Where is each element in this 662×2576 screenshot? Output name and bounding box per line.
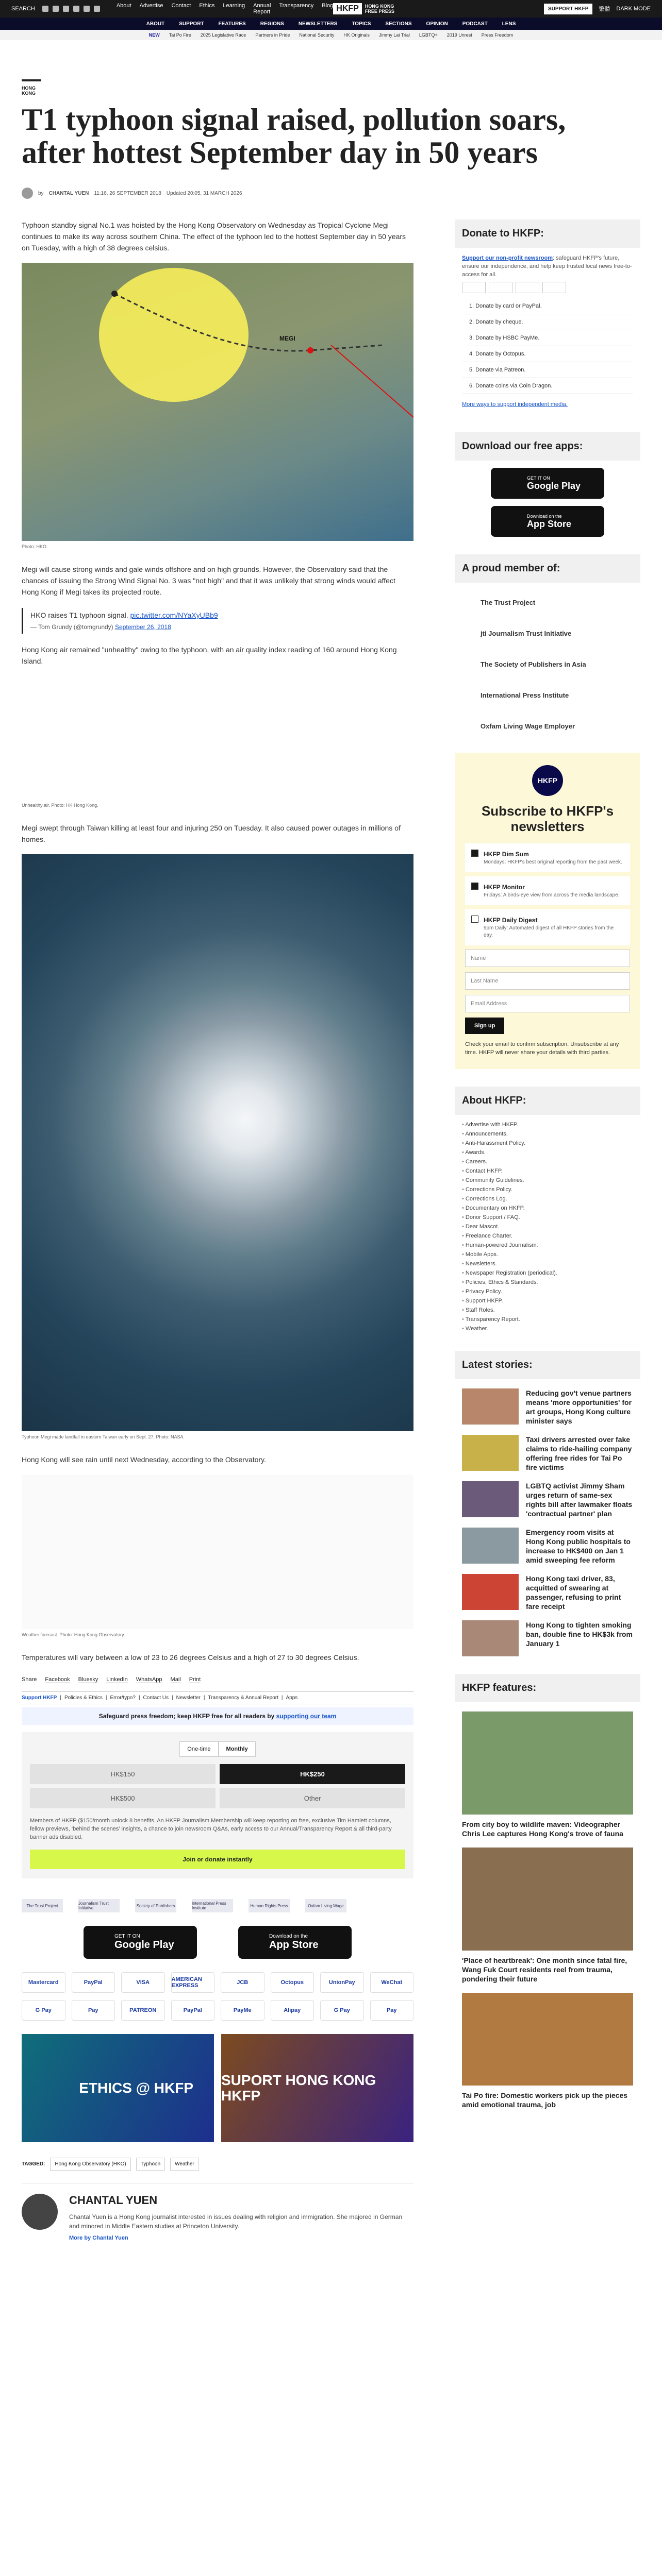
gpay-icon[interactable]: G Pay <box>320 2000 364 2021</box>
story-item[interactable]: Reducing gov't venue partners means 'more opportunities' for art groups, Hong Kong culture minister says <box>462 1388 633 1426</box>
share-label: Share <box>22 1676 37 1683</box>
last-name-input[interactable]: Last Name <box>465 972 630 990</box>
story-thumbnail[interactable] <box>462 1620 519 1656</box>
safeguard-banner: Safeguard press freedom; keep HKFP free for all readers by supporting our team <box>22 1707 413 1725</box>
image-caption: Photo: HKO. <box>22 544 48 549</box>
image-caption: Weather forecast. Photo: Hong Kong Observatory. <box>22 1632 125 1637</box>
support-links: Support HKFP | Policies & Ethics | Error/typo? | Contact Us | Newsletter | Transparency & Annual Report | Apps <box>22 1691 413 1704</box>
member-heading: A proud member of: <box>455 554 640 583</box>
donate-option[interactable]: 2. Donate by cheque. <box>462 314 633 330</box>
newsletter-fineprint: Check your email to confirm subscription. Unsubscribe at any time. HKFP will never share your details with third parties. <box>465 1041 619 1056</box>
amount-option[interactable]: HK$500 <box>30 1788 216 1808</box>
article-kicker[interactable]: HONG KONG <box>22 79 41 96</box>
satellite-image <box>22 854 413 1431</box>
policies-link[interactable]: Policies & Ethics <box>64 1695 103 1701</box>
membership-note: Members of HKFP ($150/month unlock 8 benefits. An HKFP Journalism Membership will keep reporting on free, exclusive Tim Hamlett columns, fellow previews, ‘behind the scenes’ insights, a chance to join newsroom Q&As, early access to our Annual/Transparency Report & all third-party banner ads disabled. <box>30 1818 392 1840</box>
nav-sections[interactable]: SECTIONS <box>385 21 412 27</box>
feature-image[interactable] <box>462 1993 633 2086</box>
donate-option[interactable]: 4. Donate by Octopus. <box>462 346 633 362</box>
about-link[interactable]: • Corrections Log. <box>455 1194 640 1204</box>
jcb-icon[interactable]: JCB <box>221 1972 264 1993</box>
checkbox[interactable] <box>471 883 478 890</box>
trust-project-logo[interactable]: The Trust Project <box>481 598 536 606</box>
jti-logo[interactable]: Journalism Trust Initiative <box>78 1899 120 1912</box>
gpay-icon[interactable]: G Pay <box>22 2000 65 2021</box>
tag[interactable]: Hong Kong Observatory (HKO) <box>50 2158 130 2171</box>
article-body <box>22 219 413 2242</box>
about-heading: About HKFP: <box>455 1087 640 1115</box>
author-link[interactable]: CHANTAL YUEN <box>48 190 89 196</box>
member-logos <box>455 591 640 737</box>
nav-podcast[interactable]: PODCAST <box>462 21 488 27</box>
about-link[interactable]: • Community Guidelines. <box>455 1176 640 1185</box>
paragraph: Hong Kong air remained "unhealthy" owing to the typhoon, with an air quality index reading of 160 around Hong Kong Island. <box>22 646 397 665</box>
trending-item[interactable]: Press Freedom <box>481 32 514 38</box>
embedded-tweet: HKO raises T1 typhoon signal. pic.twitter.com/NYaXyUBb9 — Tom Grundy (@tomgrundy) September 26, 2018 <box>22 608 413 634</box>
donate-option[interactable]: 6. Donate coins via Coin Dragon. <box>462 378 633 394</box>
share-facebook[interactable]: Facebook <box>45 1676 70 1683</box>
ethics-banner[interactable]: ETHICS @ HKFP <box>22 2034 214 2142</box>
donation-widget <box>22 1732 413 1878</box>
amount-option[interactable]: HK$250 <box>220 1764 405 1784</box>
paragraph: Temperatures will vary between a low of 23 to 26 degrees Celsius and a high of 27 to 30 degrees Celsius. <box>22 1653 359 1662</box>
apps-heading: Download our free apps: <box>455 432 640 461</box>
donate-option[interactable]: 3. Donate by HSBC PayMe. <box>462 330 633 346</box>
about-list <box>455 1120 640 1333</box>
checkbox[interactable] <box>471 916 478 923</box>
share-bar <box>22 1676 413 1683</box>
latest-heading: Latest stories: <box>455 1351 640 1379</box>
trending-item[interactable]: Partners in Pride <box>255 32 290 38</box>
trust-project-logo[interactable]: The Trust Project <box>22 1899 63 1912</box>
author-bio: Chantal Yuen is a Hong Kong journalist interested in issues dealing with religion and immigration. She majored in German and minored in Middle Eastern studies at Princeton University. <box>69 2213 403 2230</box>
avatar <box>22 188 33 199</box>
map-label: MEGI <box>279 335 295 342</box>
story-item[interactable]: Emergency room visits at Hong Kong public hospitals to increase to HK$400 on Jan 1 amid sweeping fee reform <box>462 1528 633 1565</box>
about-link[interactable]: • Corrections Policy. <box>455 1185 640 1194</box>
story-item[interactable]: Taxi drivers arrested over fake claims to ride-hailing company offering free rides for Tai Po fire victims <box>462 1435 633 1472</box>
amex-icon[interactable]: AMERICAN EXPRESS <box>171 1972 215 1993</box>
youtube-icon[interactable] <box>73 6 79 12</box>
paypal-icon[interactable]: PayPal <box>171 2000 215 2021</box>
about-link[interactable]: • Contact HKFP. <box>455 1166 640 1176</box>
dark-mode-toggle[interactable]: DARK MODE <box>616 6 651 12</box>
octopus-icon[interactable] <box>542 282 566 293</box>
about-link[interactable]: • Mobile Apps. <box>455 1250 640 1259</box>
sidebar <box>455 219 640 2242</box>
tags: TAGGED: Hong Kong Observatory (HKO) Typhoon Weather <box>22 2158 413 2171</box>
donate-methods <box>462 282 633 293</box>
facebook-icon[interactable] <box>42 6 48 12</box>
about-link[interactable]: • Privacy Policy. <box>455 1287 640 1296</box>
newsletter-link[interactable]: Newsletter <box>176 1695 201 1701</box>
newsletter-option[interactable]: HKFP Dim Sum Mondays: HKFP's best original reporting from the past week. <box>465 843 630 872</box>
one-time-toggle[interactable]: One-time <box>179 1741 218 1757</box>
instagram-icon[interactable] <box>63 6 69 12</box>
top-link-ethics[interactable]: Ethics <box>199 3 215 9</box>
image-caption: Unhealthy air. Photo: HK Hong Kong. <box>22 803 98 808</box>
hkfp-logo: HKFP <box>532 765 563 796</box>
search-link[interactable]: SEARCH <box>11 6 35 12</box>
nav-opinion[interactable]: OPINION <box>426 21 448 27</box>
applepay-icon[interactable]: Pay <box>370 2000 414 2021</box>
tag[interactable]: Typhoon <box>136 2158 165 2171</box>
visa-icon[interactable]: VISA <box>121 1972 165 1993</box>
about-link[interactable]: • Newspaper Registration (periodical). <box>455 1268 640 1278</box>
social-icons <box>42 6 100 12</box>
sopa-logo[interactable]: The Society of Publishers in Asia <box>481 660 586 668</box>
x-icon[interactable] <box>53 6 59 12</box>
top-link-learning[interactable]: Learning <box>223 3 245 9</box>
share-linkedin[interactable]: LinkedIn <box>106 1676 128 1683</box>
wechat-icon[interactable]: WeChat <box>370 1972 414 1993</box>
patreon-icon[interactable]: PATREON <box>121 2000 165 2021</box>
feature-item[interactable]: From city boy to wildlife maven: Videographer Chris Lee captures Hong Kong's trove of fauna <box>462 1711 633 1838</box>
trending-item[interactable]: LGBTQ+ <box>419 32 438 38</box>
donate-list <box>455 298 640 394</box>
about-link[interactable]: • Anti-Harassment Policy. <box>455 1139 640 1148</box>
site-logo[interactable]: HKFP HONG KONG FREE PRESS <box>333 3 394 14</box>
story-thumbnail[interactable] <box>462 1388 519 1425</box>
about-link[interactable]: • Staff Roles. <box>455 1306 640 1315</box>
share-mail[interactable]: Mail <box>170 1676 181 1683</box>
language-switch[interactable]: 繁體 <box>599 6 610 12</box>
story-thumbnail[interactable] <box>462 1481 519 1517</box>
nav-regions[interactable]: REGIONS <box>260 21 284 27</box>
card-icon[interactable] <box>462 282 486 293</box>
donate-blurb: Support our non-profit newsroom: safeguard HKFP's future, ensure our independence, and help keep trusted local news free-to-access for all. <box>462 255 632 278</box>
author-box <box>22 2183 413 2242</box>
byline: by CHANTAL YUEN 11:16, 26 SEPTEMBER 2018 Updated 20:05, 31 MARCH 2026 <box>22 188 640 199</box>
story-item[interactable]: Hong Kong taxi driver, 83, acquitted of swearing at passenger, refusing to print fare receipt <box>462 1574 633 1611</box>
payme-icon[interactable] <box>516 282 539 293</box>
typhoon-map-image <box>22 263 413 541</box>
trending-item[interactable]: Jimmy Lai Trial <box>378 32 410 38</box>
main-nav <box>0 18 662 30</box>
paragraph: Megi swept through Taiwan killing at least four and injuring 250 on Tuesday. It also caused power outages in millions of homes. <box>22 824 401 843</box>
story-thumbnail[interactable] <box>462 1528 519 1564</box>
top-links <box>117 3 333 15</box>
feature-image[interactable] <box>462 1848 633 1951</box>
top-link-about[interactable]: About <box>116 3 131 9</box>
image-caption: Typhoon Megi made landfall in eastern Taiwan early on Sept. 27. Photo: NASA. <box>22 1434 185 1439</box>
paragraph: Hong Kong will see rain until next Wednesday, according to the Observatory. <box>22 1455 266 1464</box>
about-link[interactable]: • Support HKFP. <box>455 1296 640 1306</box>
nav-newsletters[interactable]: NEWSLETTERS <box>298 21 338 27</box>
payme-icon[interactable]: PayMe <box>221 2000 264 2021</box>
payment-methods <box>22 1972 413 2021</box>
alipay-icon[interactable]: Alipay <box>271 2000 315 2021</box>
about-link[interactable]: • Documentary on HKFP. <box>455 1204 640 1213</box>
features-heading: HKFP features: <box>455 1674 640 1702</box>
top-link-annual[interactable]: Annual Report <box>253 3 271 15</box>
trending-item[interactable]: HK Originals <box>343 32 370 38</box>
checkbox[interactable] <box>471 850 478 857</box>
author-photo <box>22 2194 58 2230</box>
top-link-contact[interactable]: Contact <box>171 3 191 9</box>
nav-topics[interactable]: TOPICS <box>352 21 371 27</box>
mastercard-icon[interactable]: Mastercard <box>22 1972 65 1993</box>
ipi-logo[interactable]: International Press Institute <box>192 1899 233 1912</box>
paypal-icon[interactable] <box>489 282 512 293</box>
signup-button[interactable]: Sign up <box>465 1018 504 1034</box>
story-item[interactable]: LGBTQ activist Jimmy Sham urges return of same-sex rights bill after lawmaker floats 'contractual partner' plan <box>462 1481 633 1518</box>
top-link-transparency[interactable]: Transparency <box>279 3 314 9</box>
about-link[interactable]: • Dear Mascot. <box>455 1222 640 1231</box>
tag[interactable]: Weather <box>170 2158 199 2171</box>
join-donate-button[interactable]: Join or donate instantly <box>30 1850 405 1869</box>
jti-logo[interactable]: jti Journalism Trust Initiative <box>481 629 572 637</box>
about-link[interactable]: • Newsletters. <box>455 1259 640 1268</box>
hrpa-logo[interactable]: Human Rights Press <box>249 1899 290 1912</box>
oxfam-logo[interactable]: Oxfam Living Wage <box>305 1899 346 1912</box>
nav-lens[interactable]: LENS <box>502 21 516 27</box>
newsletter-heading: Subscribe to HKFP's newsletters <box>481 803 614 834</box>
more-by-author-link[interactable]: More by Chantal Yuen <box>69 2235 128 2241</box>
amount-option[interactable]: Other <box>220 1788 405 1808</box>
top-bar <box>0 0 662 18</box>
trending-label: NEW <box>148 32 160 38</box>
feature-item[interactable]: Tai Po fire: Domestic workers pick up the pieces amid emotional trauma, job <box>462 1993 633 2109</box>
donate-option[interactable]: 1. Donate by card or PayPal. <box>462 298 633 314</box>
name-input[interactable]: Name <box>465 950 630 967</box>
unionpay-icon[interactable]: UnionPay <box>320 1972 364 1993</box>
story-item[interactable]: Hong Kong to tighten smoking ban, double fine to HK$3k from January 1 <box>462 1620 633 1656</box>
feature-image[interactable] <box>462 1711 633 1815</box>
about-link[interactable]: • Transparency Report. <box>455 1315 640 1324</box>
google-play-button[interactable]: GET IT ON Google Play <box>84 1926 197 1959</box>
author-name[interactable]: CHANTAL YUEN <box>69 2194 158 2207</box>
top-link-blog[interactable]: Blog <box>322 3 334 9</box>
paragraph: Megi will cause strong winds and gale winds offshore and on high grounds. However, the Observatory said that the chances of issuing the Strong Wind Signal No. 3 was "not high" and that it was unlikely that strong winds would affect Hong Kong if Megi takes its projected route. <box>22 565 395 596</box>
about-link[interactable]: • Advertise with HKFP. <box>455 1120 640 1129</box>
trending-item[interactable]: 2019 Unrest <box>446 32 472 38</box>
about-link[interactable]: • Announcements. <box>455 1129 640 1139</box>
about-link[interactable]: • Awards. <box>455 1148 640 1157</box>
trending-item[interactable]: National Security <box>299 32 335 38</box>
feature-item[interactable]: 'Place of heartbreak': One month since fatal fire, Wang Fuk Court residents reel from trauma, pondering their future <box>462 1848 633 1984</box>
paypal-icon[interactable]: PayPal <box>72 1972 115 1993</box>
contact-link[interactable]: Contact Us <box>143 1695 169 1701</box>
newsletter-option[interactable]: HKFP Daily Digest 9pm Daily: Automated digest of all HKFP stories from the day. <box>465 909 630 945</box>
email-input[interactable]: Email Address <box>465 995 630 1012</box>
octopus-icon[interactable]: Octopus <box>271 1972 315 1993</box>
share-whatsapp[interactable]: WhatsApp <box>136 1676 162 1683</box>
app-store-button[interactable]: Download on the App Store <box>491 506 604 537</box>
support-hkfp-button[interactable]: SUPPORT HKFP <box>544 4 592 14</box>
nav-features[interactable]: FEATURES <box>218 21 246 27</box>
nav-about[interactable]: ABOUT <box>146 21 165 27</box>
telegram-icon[interactable] <box>84 6 90 12</box>
updated-date: Updated 20:05, 31 MARCH 2026 <box>166 190 242 196</box>
mail-icon[interactable] <box>94 6 100 12</box>
error-link[interactable]: Error/typo? <box>110 1695 136 1701</box>
donate-option[interactable]: 5. Donate via Patreon. <box>462 362 633 378</box>
share-bluesky[interactable]: Bluesky <box>78 1676 98 1683</box>
app-store-button[interactable]: Download on the App Store <box>238 1926 352 1959</box>
publish-date: 11:16, 26 SEPTEMBER 2018 <box>94 190 161 196</box>
apps-link[interactable]: Apps <box>286 1695 298 1701</box>
share-print[interactable]: Print <box>189 1676 201 1683</box>
press-logos <box>22 1899 413 1912</box>
about-link[interactable]: • Careers. <box>455 1157 640 1166</box>
support-team-link[interactable]: supporting our team <box>276 1713 337 1720</box>
donate-heading: Donate to HKFP: <box>455 219 640 248</box>
about-link[interactable]: • Freelance Charter. <box>455 1231 640 1241</box>
story-thumbnail[interactable] <box>462 1574 519 1610</box>
transparency-link[interactable]: Transparency & Annual Report <box>208 1695 278 1701</box>
weather-forecast-image <box>22 1475 413 1629</box>
google-play-button[interactable]: GET IT ON Google Play <box>491 468 604 499</box>
ipi-logo[interactable]: International Press Institute <box>481 691 569 699</box>
newsletter-option[interactable]: HKFP Monitor Fridays: A birds-eye view from across the media landscape. <box>465 876 630 905</box>
monthly-toggle[interactable]: Monthly <box>219 1741 256 1757</box>
applepay-icon[interactable]: Pay <box>72 2000 115 2021</box>
about-link[interactable]: • Donor Support / FAQ. <box>455 1213 640 1222</box>
trending-item[interactable]: 2025 Legislative Race <box>200 32 246 38</box>
top-link-advertise[interactable]: Advertise <box>139 3 163 9</box>
about-link[interactable]: • Policies, Ethics & Standards. <box>455 1278 640 1287</box>
trending-item[interactable]: Tai Po Fire <box>169 32 191 38</box>
newsletter-signup <box>455 753 640 1069</box>
about-link[interactable]: • Human-powered Journalism. <box>455 1241 640 1250</box>
about-link[interactable]: • Weather. <box>455 1324 640 1333</box>
support-hkfp-link[interactable]: Support HKFP <box>22 1695 57 1701</box>
amount-option[interactable]: HK$150 <box>30 1764 216 1784</box>
nav-support[interactable]: SUPPORT <box>179 21 204 27</box>
article-title: T1 typhoon signal raised, pollution soars, after hottest September day in 50 years <box>22 103 566 170</box>
support-banner[interactable]: SUPORT HONG KONG HKFP <box>221 2034 413 2142</box>
more-ways-link[interactable]: More ways to support independent media. <box>462 401 568 408</box>
paragraph: Typhoon standby signal No.1 was hoisted by the Hong Kong Observatory on Wednesday as Tropical Cyclone Megi continues to make its way across southern China. The effect of the typhoon led to the hottest September day in 50 years on Tuesday, with a high of 38 degrees celsius. <box>22 221 406 252</box>
tweet-link[interactable]: pic.twitter.com/NYaXyUBb9 <box>130 611 218 619</box>
story-thumbnail[interactable] <box>462 1435 519 1471</box>
oxfam-logo[interactable]: Oxfam Living Wage Employer <box>481 722 575 730</box>
sopa-logo[interactable]: Society of Publishers <box>135 1899 176 1912</box>
trending-bar <box>0 30 662 40</box>
tweet-date-link[interactable]: September 26, 2018 <box>115 623 171 631</box>
